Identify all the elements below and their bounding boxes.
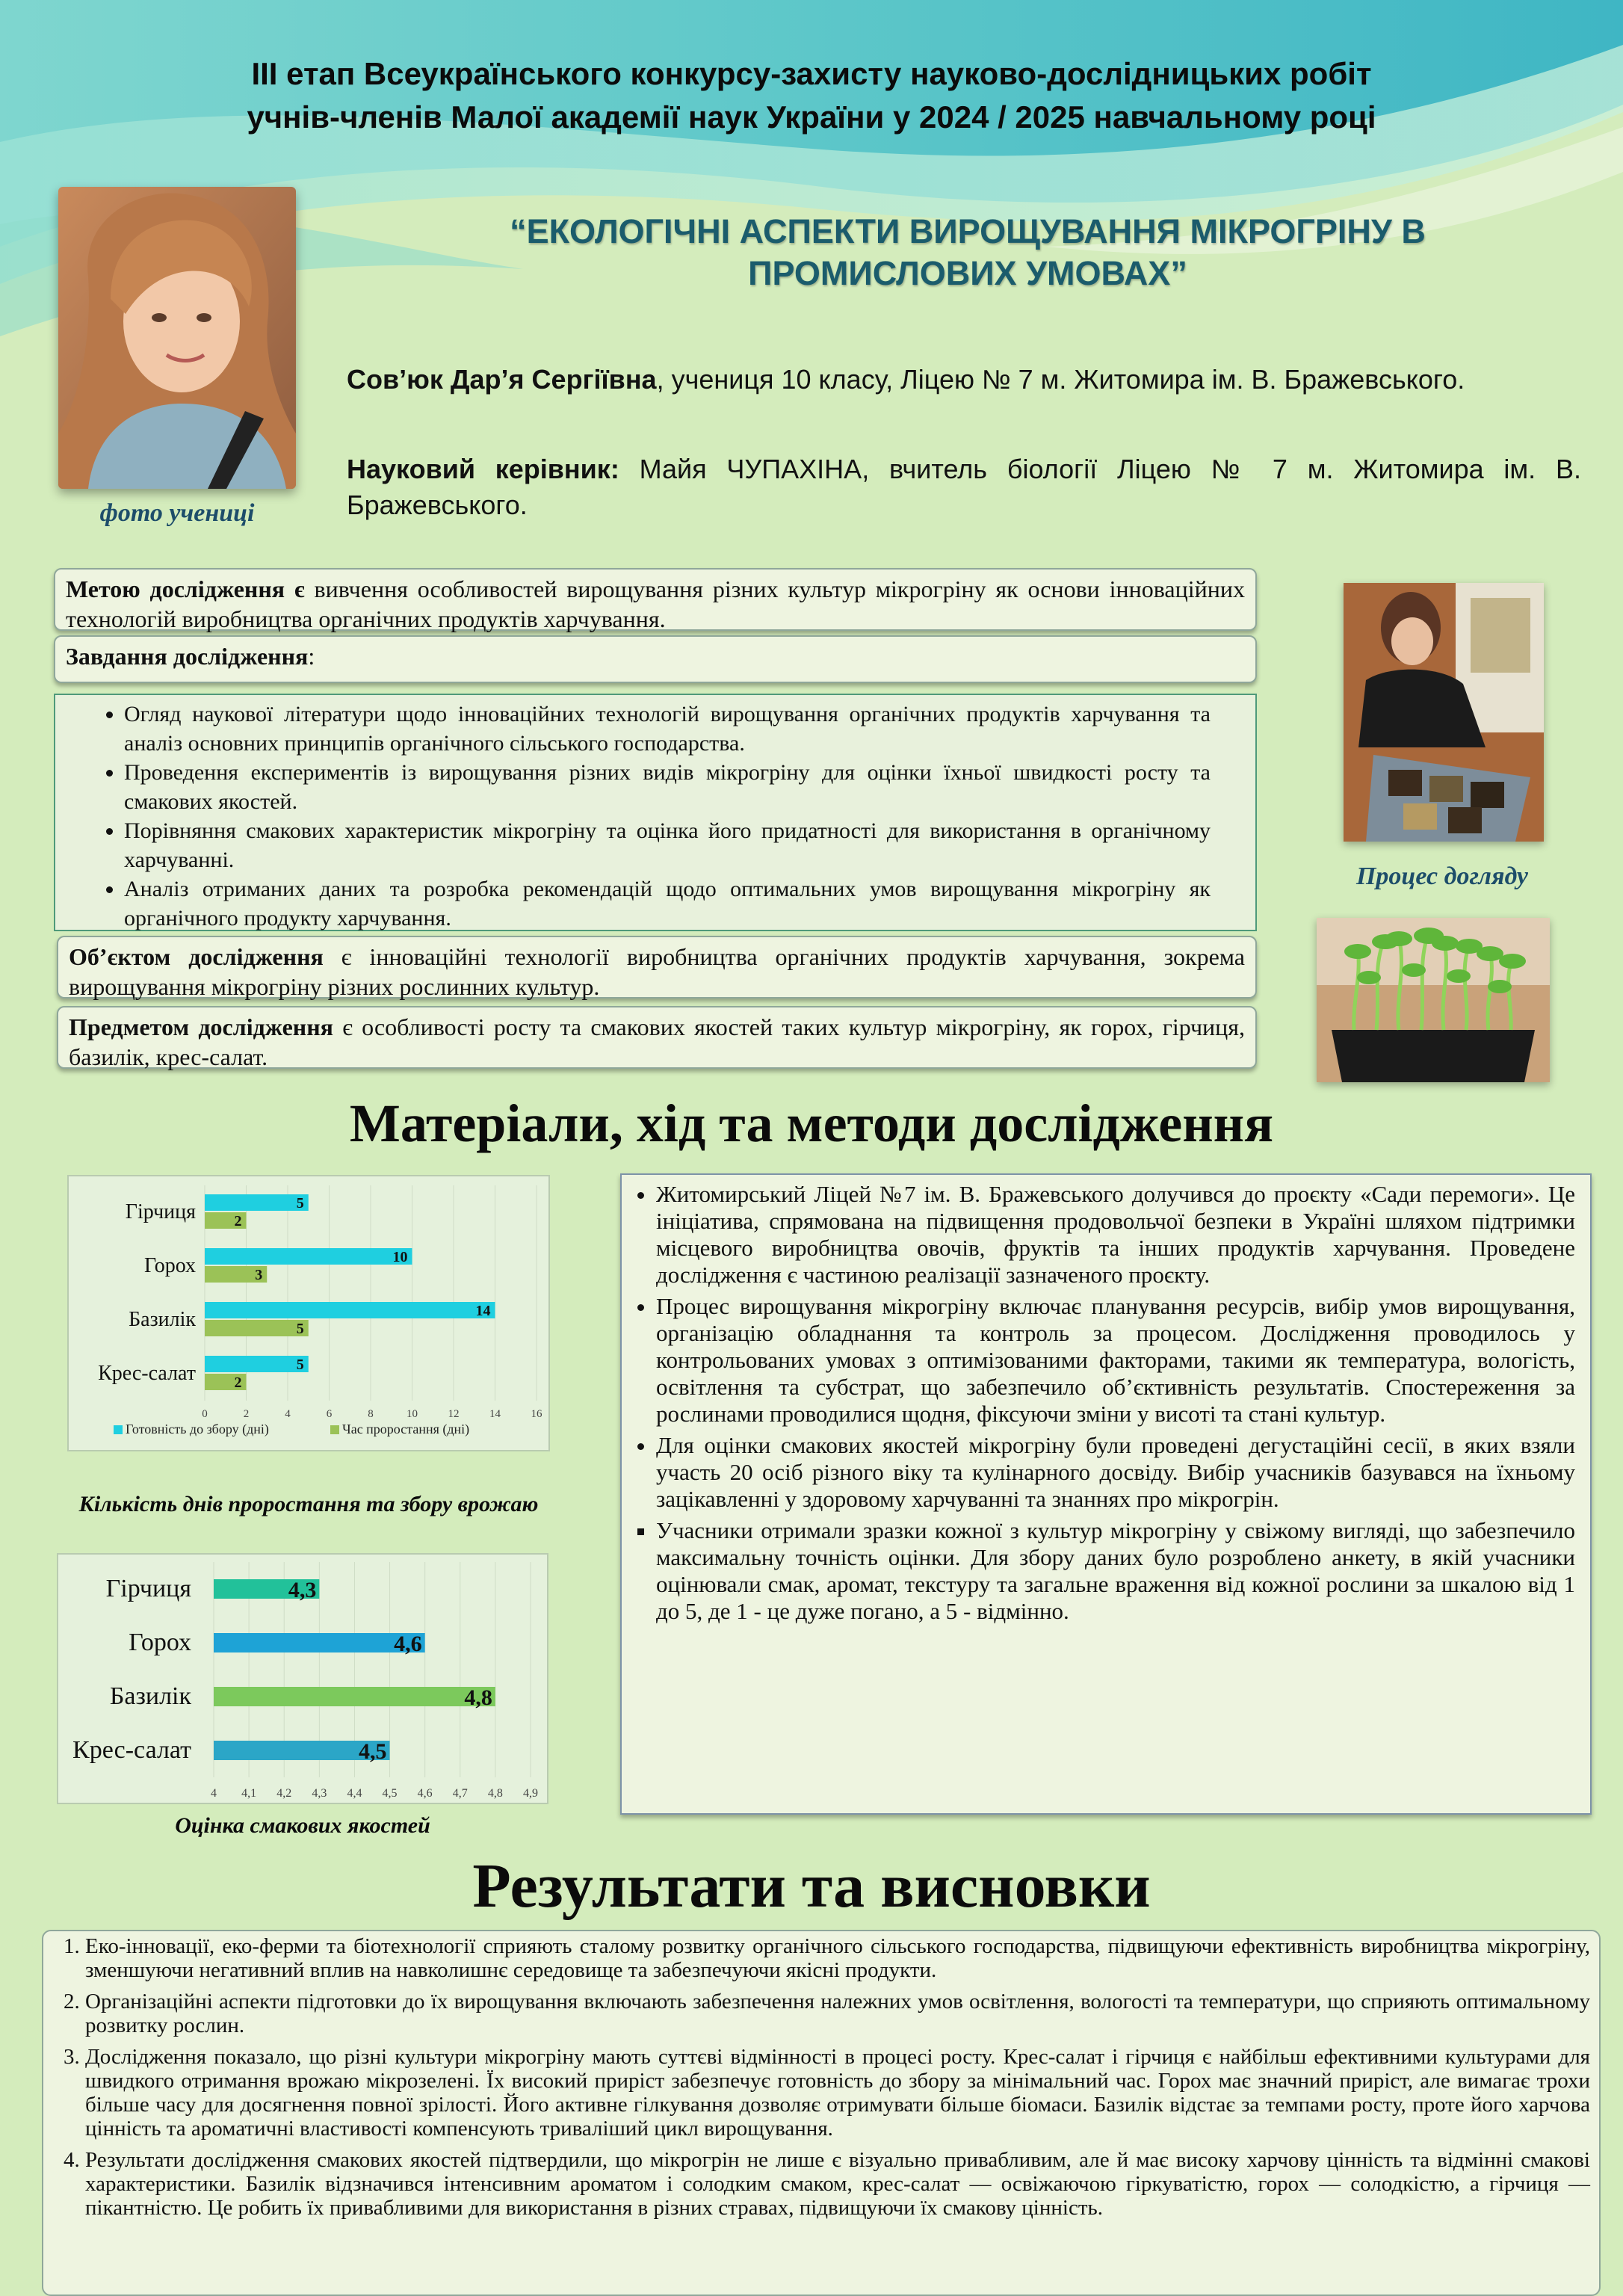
chart2-category-label: Базилік: [109, 1682, 191, 1710]
chart1-x-tick: 12: [448, 1408, 460, 1420]
chart2-x-tick: 4,5: [382, 1787, 398, 1800]
task-item: • Порівняння смакових характеристик мікрогріну та оцінка його придатності для використання в органічному харчуванні.: [124, 816, 1211, 874]
chart1-x-tick: 10: [406, 1408, 418, 1420]
methods-box: [620, 1173, 1592, 1815]
materials-heading: Матеріали, хід та методи дослідження: [349, 1093, 1274, 1153]
chart2-category-label: Крес-салат: [72, 1736, 191, 1764]
chart1-legend-entry: Час проростання (дні): [342, 1422, 470, 1436]
chart1-category-label: Базилік: [129, 1308, 196, 1331]
student-photo-caption: фото учениці: [99, 499, 255, 527]
chart1-x-tick: 2: [243, 1408, 250, 1420]
tasks-label: Завдання дослідження: [66, 643, 309, 670]
contest-header-line2: учнів-членів Малої академії наук України у 2024 / 2025 навчальному році: [247, 99, 1376, 135]
chart2-data-label: 4,8: [464, 1685, 492, 1710]
chart1-category-label: Крес-салат: [98, 1362, 196, 1385]
chart2-x-tick: 4,2: [276, 1787, 292, 1800]
chart2-bar: [214, 1687, 495, 1706]
chart1-category-label: Гірчиця: [125, 1200, 196, 1223]
chart2-data-label: 4,3: [288, 1578, 317, 1602]
contest-header: [0, 52, 1623, 139]
goal-box: [54, 568, 1257, 631]
methods-item: • Процес вирощування мікрогріну включає планування ресурсів, вибір умов вирощування, організацію обладнання та контроль за процесом. Дослідження проводилось у контрольованих умовах з оптимізованими факторами, такими як температура, вологість, освітлення та субстрат, що забезпечило об’єктивність результатів. Спостереження за рослинами проводилися щодня, фіксуючи зміни у висоті та стані культур.: [656, 1293, 1575, 1428]
taste-score-chart: [58, 1555, 547, 1803]
chart1-bar: [205, 1194, 309, 1211]
chart1-data-label: 2: [234, 1374, 242, 1391]
chart2-x-tick: 4,8: [487, 1787, 503, 1800]
tasks-label-box: [54, 635, 1257, 683]
task-item: • Проведення експериментів із вирощування різних видів мікрогріну для оцінки їхньої швидкості росту та смакових якостей.: [124, 758, 1211, 816]
results-heading: Результати та висновки: [472, 1851, 1151, 1921]
chart2-category-label: Горох: [129, 1629, 191, 1656]
chart1-data-label: 2: [234, 1213, 242, 1229]
chart1-x-tick: 6: [326, 1408, 333, 1420]
results-list: [43, 1934, 1590, 2220]
author-details: , учениця 10 класу, Ліцею № 7 м. Житомира ім. В. Бражевського.: [656, 364, 1465, 395]
subject-box: [57, 1006, 1257, 1069]
object-box: [57, 936, 1257, 999]
chart2-x-tick: 4,1: [241, 1787, 257, 1800]
care-process-caption: Процес догляду: [1355, 862, 1529, 890]
result-item: 1. Еко-інновації, еко-ферми та біотехнології сприяють сталому розвитку органічного сільського господарства, підвищуючи ефективність виробництва мікрогріну, зменшуючи негативний вплив на навколишнє середовище та забезпечуючи якісні продукти.: [85, 1934, 1590, 1982]
project-title: [389, 211, 1547, 294]
chart2-frame: [57, 1553, 548, 1804]
microgreens-photo: [1317, 918, 1550, 1082]
chart1-bar: [205, 1302, 495, 1318]
chart1-bar: [205, 1248, 412, 1265]
goal-label: Метою дослідження є: [66, 575, 305, 602]
supervisor-info: [347, 451, 1581, 523]
result-item: 2. Організаційні аспекти підготовки до їх вирощування включають забезпечення належних умов освітлення, вологості та температури, що сприяють оптимальному розвитку рослин.: [85, 1990, 1590, 2037]
chart2-x-tick: 4,3: [312, 1787, 327, 1800]
goal-text: вивчення особливостей вирощування різних культур мікрогріну як основи інноваційних технологій виробництва органічних продуктів харчування.: [66, 575, 1246, 632]
methods-item: • Для оцінки смакових якостей мікрогріну були проведені дегустаційні сесії, в яких взяли участь 20 осіб різного віку та кулінарного досвіду. Вибір учасників базувався на їхньому зацікавленні у здоровому харчуванні та знаннях про мікрогрін.: [656, 1432, 1575, 1513]
chart1-data-label: 5: [296, 1321, 304, 1337]
methods-item: • Житомирський Ліцей №7 ім. В. Бражевського долучився до проєкту «Сади перемоги». Це ініціатива, спрямована на підвищення продовольчої безпеки в Україні шляхом підтримки місцевого виробництва овочів, фруктів та інших продуктів харчування. Проведене дослідження є частиною реалізації зазначеного проєкту.: [656, 1181, 1575, 1289]
tasks-label-colon: :: [308, 643, 315, 670]
chart1-frame: [67, 1175, 550, 1451]
chart2-category-label: Гірчиця: [105, 1575, 191, 1602]
growth-days-chart: [69, 1176, 548, 1450]
task-item: • Огляд наукової літератури щодо інноваційних технологій вирощування органічних продуктів харчування та аналіз основних принципів органічного сільського господарства.: [124, 700, 1211, 758]
chart1-data-label: 14: [475, 1303, 491, 1319]
results-box: [42, 1930, 1601, 2296]
chart1-legend-swatch: [114, 1425, 123, 1434]
methods-list: [628, 1181, 1575, 1625]
author-info: [347, 362, 1581, 398]
project-title-line1: “ЕКОЛОГІЧНІ АСПЕКТИ ВИРОЩУВАННЯ МІКРОГРІНУ В: [510, 212, 1426, 250]
chart2-data-label: 4,5: [359, 1739, 387, 1764]
chart1-x-tick: 0: [202, 1408, 208, 1420]
chart2-x-tick: 4,4: [347, 1787, 362, 1800]
chart2-x-tick: 4: [211, 1787, 217, 1800]
chart1-x-tick: 14: [489, 1408, 501, 1420]
chart1-bar: [205, 1356, 309, 1372]
chart1-data-label: 5: [296, 1357, 304, 1373]
chart1-x-tick: 4: [285, 1408, 291, 1420]
subject-text: є особливості росту та смакових якостей таких культур мікрогріну, як горох, гірчиця, базилік, крес-салат.: [69, 1013, 1246, 1070]
chart1-x-tick: 16: [531, 1408, 542, 1420]
tasks-list: [70, 700, 1211, 933]
methods-item: ▪ Учасники отримали зразки кожної з культур мікрогріну у свіжому вигляді, що забезпечило максимальну точність оцінки. Для збору даних було розроблено анкету, в якій учасники оцінювали смак, аромат, текстуру та загальне враження від кожної рослини за шкалою від 1 до 5, де 1 - це дуже погано, а 5 - відмінно.: [656, 1517, 1575, 1625]
author-name: Сов’юк Дар’я Сергіївна: [347, 364, 657, 395]
chart1-bar: [205, 1320, 309, 1336]
chart1-legend-entry: Готовність до збору (дні): [126, 1422, 269, 1436]
chart1-x-tick: 8: [368, 1408, 374, 1420]
chart1-legend-swatch: [330, 1425, 339, 1434]
chart1-category-label: Горох: [143, 1254, 196, 1277]
chart2-x-tick: 4,7: [452, 1787, 468, 1800]
task-item: • Аналіз отриманих даних та розробка рекомендацій щодо оптимальних умов вирощування мікрогріну як органічного продукту харчування.: [124, 874, 1211, 933]
chart1-data-label: 5: [296, 1195, 304, 1212]
object-label: Об’єктом дослідження: [69, 943, 324, 970]
chart2-x-tick: 4,6: [417, 1787, 433, 1800]
chart2-caption: Оцінка смакових якостей: [175, 1813, 430, 1838]
supervisor-details: Майя ЧУПАХІНА, вчитель біології Ліцею № 7 м. Житомира ім. В. Бражевського.: [347, 454, 1581, 520]
chart2-data-label: 4,6: [394, 1632, 422, 1656]
supervisor-label: Науковий керівник:: [347, 454, 619, 484]
chart1-data-label: 3: [255, 1267, 263, 1283]
contest-header-line1: III етап Всеукраїнського конкурсу-захисту науково-дослідницьких робіт: [251, 56, 1372, 91]
tasks-list-box: [54, 694, 1257, 931]
result-item: 3. Дослідження показало, що різні культури мікрогріну мають суттєві відмінності в процесі росту. Крес-салат і гірчиця є найбільш ефективними культурами для швидкого отримання врожаю мікрозелені. Їх високий приріст забезпечує готовність до збору за мінімальний час. Горох має значний приріст, але вимагає трохи більше часу для досягнення повної зрілості. Його активне гілкування дозволяє отримувати більше біомаси. Базилік відстає за темпами росту, проте його харчова цінність та ароматичні властивості компенсують триваліший цикл вирощування.: [85, 2045, 1590, 2141]
student-photo: [58, 187, 296, 489]
chart2-x-tick: 4,9: [523, 1787, 538, 1800]
subject-label: Предметом дослідження: [69, 1013, 333, 1040]
project-title-line2: ПРОМИСЛОВИХ УМОВАХ”: [748, 254, 1187, 292]
chart1-data-label: 10: [392, 1249, 408, 1265]
chart1-caption: Кількість днів проростання та збору врожаю: [78, 1492, 539, 1516]
result-item: 4. Результати дослідження смакових якостей підтвердили, що мікрогрін не лише є візуально привабливим, але й має високу харчову цінність та відмінні смакові характеристики. Базилік відзначився інтенсивним ароматом і солодким смаком, крес-салат — освіжаючою гіркуватістю, горох — солодкістю, а гірчиця — пікантністю. Це робить їх привабливими для використання в різних стравах, підвищуючи їх смакову цінність.: [85, 2148, 1590, 2220]
care-process-photo: [1344, 583, 1544, 842]
object-text: є інноваційні технології виробництва органічних продуктів харчування, зокрема вирощування мікрогріну різних рослинних культур.: [69, 943, 1246, 1000]
